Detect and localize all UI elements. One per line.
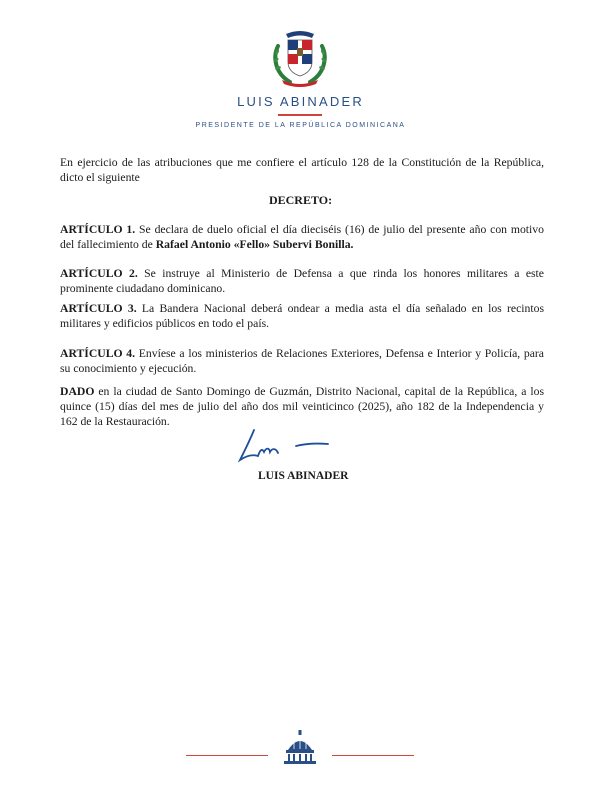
article-3-label: ARTÍCULO 3. [60,302,137,315]
president-name-heading: LUIS ABINADER [237,94,364,109]
president-title: PRESIDENTE DE LA REPÚBLICA DOMINICANA [195,122,406,129]
article-3 [60,301,544,331]
article-1-honoree-name: Rafael Antonio «Fello» Subervi Bonilla. [155,238,354,251]
letterhead-divider [278,114,322,116]
decree-heading: DECRETO: [268,193,333,207]
article-4-label: ARTÍCULO 4. [60,347,136,360]
article-4-text: Envíese a los ministerios de Relaciones Exteriores, Defensa e Interior y Policía, para su conocimiento y ejecución. [60,347,544,375]
footer-rule-left [186,755,268,756]
signer-name: LUIS ABINADER [258,470,349,482]
article-3-text: La Bandera Nacional deberá ondear a media asta el día señalado en los recintos militares y edificios públicos en todo el país. [60,302,544,330]
article-1-label: ARTÍCULO 1. [60,223,136,236]
given-label: DADO [60,385,95,398]
intro-text: En ejercicio de las atribuciones que me confiere el artículo 128 de la Constitución de la República, dicto el siguiente [60,156,544,184]
palacio-nacional-dome-icon [280,728,320,766]
given-text: en la ciudad de Santo Domingo de Guzmán, Distrito Nacional, capital de la República, a los quince (15) días del mes de julio del año dos mil veinticinco (2025), año 182 de la Independencia y 162 de la Restauración. [60,385,544,428]
article-1-text: Se declara de duelo oficial el día dieciséis (16) de julio del presente año con motivo del fallecimiento de [60,223,544,251]
given-paragraph [60,384,544,429]
intro-paragraph [60,155,544,185]
article-2-text: Se instruye al Ministerio de Defensa a que rinda los honores militares a este prominente ciudadano dominicano. [60,267,544,295]
article-2 [60,266,544,296]
article-4 [60,346,544,376]
dominican-coat-of-arms-icon [268,26,332,90]
article-2-label: ARTÍCULO 2. [60,267,138,280]
article-1 [60,222,544,252]
footer-rule-right [332,755,414,756]
handwritten-signature [236,426,336,466]
